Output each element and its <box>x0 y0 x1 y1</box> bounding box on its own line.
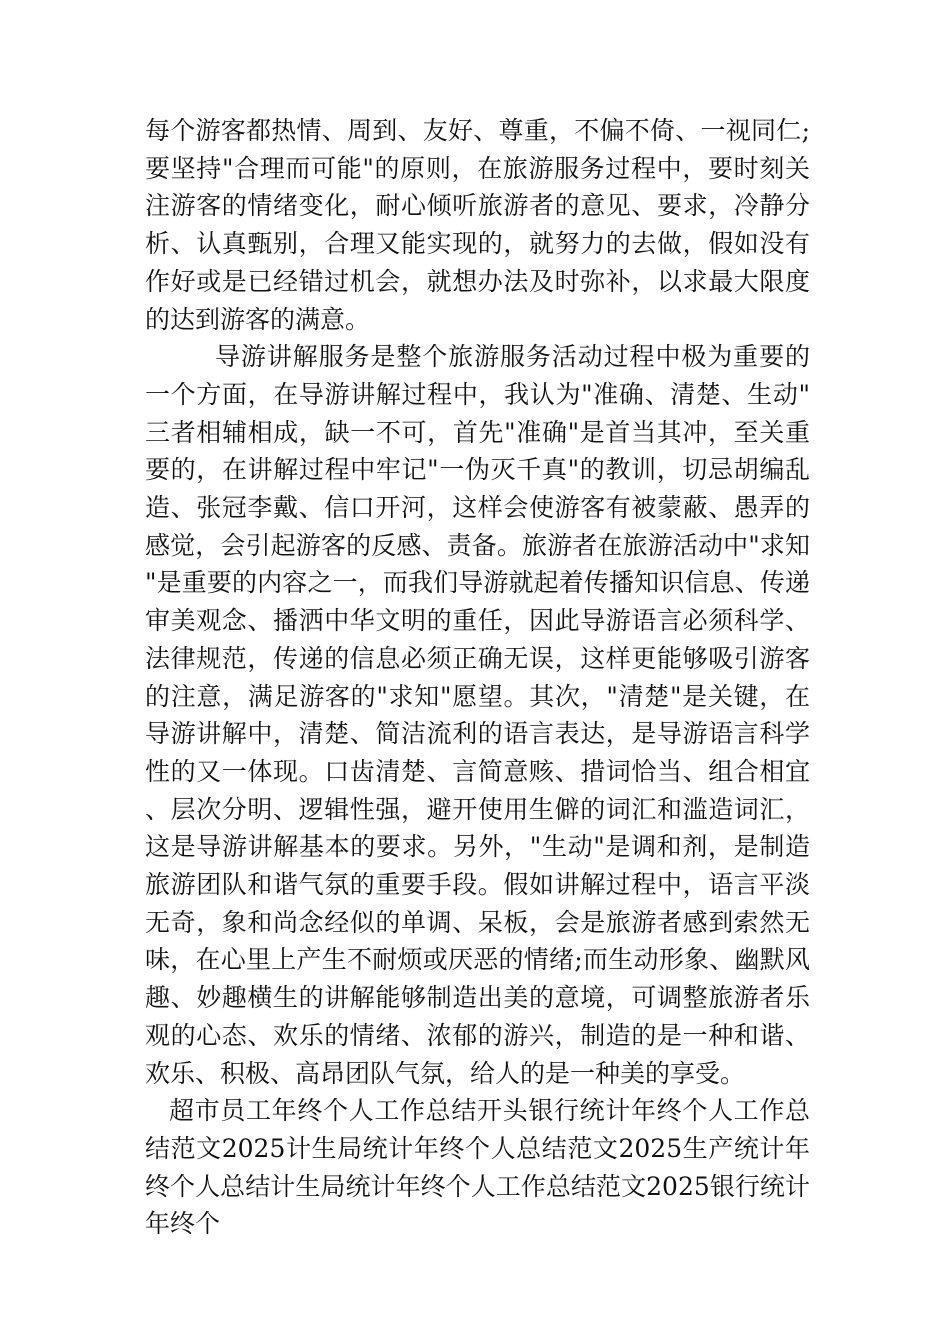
paragraph-related-titles: 超市员工年终个人工作总结开头银行统计年终个人工作总结范文2025计生局统计年终个人总结范文2025生产统计年终个人总结计生局统计年终个人工作总结范文2025银行统计年终个 <box>145 1096 810 1239</box>
paragraph-guide-explanation: 导游讲解服务是整个旅游服务活动过程中极为重要的一个方面，在导游讲解过程中，我认为"准确、清楚、生动"三者相辅相成，缺一不可，首先"准确"是首当其冲，至关重要的，在讲解过程中牢记"一伪灭千真"的教训，切忌胡编乱造、张冠李戴、信口开河，这样会使游客有被蒙蔽、愚弄的感觉，会引起游客的反感、责备。旅游者在旅游活动中"求知"是重要的内容之一，而我们导游就起着传播知识信息、传递审美观念、播洒中华文明的重任，因此导游语言必须科学、法律规范，传递的信息必须正确无误，这样更能够吸引游客的注意，满足游客的"求知"愿望。其次，"清楚"是关键，在导游讲解中，清楚、简洁流利的语言表达，是导游语言科学性的又一体现。口齿清楚、言简意赅、措词恰当、组合相宜、层次分明、逻辑性强，避开使用生僻的词汇和滥造词汇，这是导游讲解基本的要求。另外，"生动"是调和剂，是制造旅游团队和谐气氛的重要手段。假如讲解过程中，语言平淡无奇，象和尚念经似的单调、呆板，会是旅游者感到索然无味，在心里上产生不耐烦或厌恶的情绪;而生动形象、幽默风趣、妙趣横生的讲解能够制造出美的意境，可调整旅游者乐观的心态、欢乐的情绪、浓郁的游兴，制造的是一种和谐、欢乐、积极、高昂团队气氛，给人的是一种美的享受。 <box>145 342 810 1088</box>
paragraph-service-attitude: 每个游客都热情、周到、友好、尊重，不偏不倚、一视同仁;要坚持"合理而可能"的原则，在旅游服务过程中，要时刻关注游客的情绪变化，耐心倾听旅游者的意见、要求，冷静分析、认真甄别，合理又能实现的，就努力的去做，假如没有作好或是已经错过机会，就想办法及时弥补，以求最大限度的达到游客的满意。 <box>145 116 810 334</box>
document-page <box>145 112 810 1243</box>
